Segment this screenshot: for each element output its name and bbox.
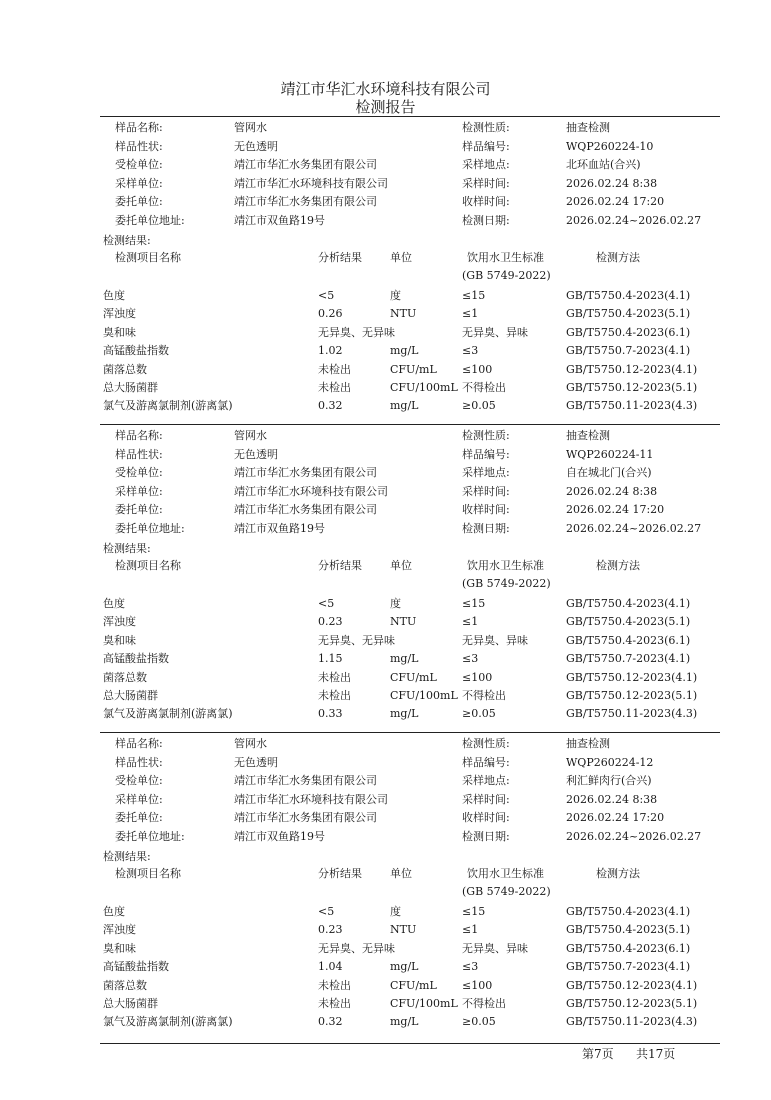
result-method: GB/T5750.4-2023(4.1) <box>566 905 691 918</box>
result-unit: mg/L <box>390 960 419 974</box>
result-method: GB/T5750.4-2023(6.1) <box>566 941 691 955</box>
section-top-divider <box>100 732 720 733</box>
result-method: GB/T5750.12-2023(5.1) <box>566 381 698 394</box>
test-date-value: 2026.02.24~2026.02.27 <box>566 214 702 227</box>
sample-name-label: 样品名称: <box>115 429 163 442</box>
result-method: GB/T5750.12-2023(4.1) <box>566 362 698 376</box>
result-unit: mg/L <box>390 344 419 358</box>
result-unit: mg/L <box>390 707 419 721</box>
result-item-name: 高锰酸盐指数 <box>103 344 169 358</box>
result-method: GB/T5750.11-2023(4.3) <box>566 399 698 413</box>
col-header-method: 检测方法 <box>596 251 640 264</box>
sampling-site-label: 采样地点: <box>462 774 510 788</box>
col-header-standard-code: (GB 5749-2022) <box>462 885 551 898</box>
receipt-time-label: 收样时间: <box>462 195 510 209</box>
result-method: GB/T5750.7-2023(4.1) <box>566 960 691 974</box>
result-method: GB/T5750.4-2023(6.1) <box>566 325 691 339</box>
result-method: GB/T5750.4-2023(5.1) <box>566 615 691 629</box>
section-top-divider <box>100 424 720 425</box>
sample-name-value: 管网水 <box>234 429 267 442</box>
company-name: 靖江市华汇水环境科技有限公司 <box>280 80 491 98</box>
receiving-unit-value: 靖江市华汇水务集团有限公司 <box>234 466 377 480</box>
result-standard: 无异臭、异味 <box>462 325 528 339</box>
sample-section <box>0 116 771 426</box>
col-header-unit: 单位 <box>390 559 412 572</box>
result-value: 1.02 <box>318 344 343 358</box>
result-item-name: 色度 <box>103 905 125 918</box>
result-standard: ≤1 <box>462 615 479 629</box>
result-value: 0.26 <box>318 307 343 321</box>
result-standard: ≤100 <box>462 670 493 684</box>
result-unit: 度 <box>390 289 401 302</box>
result-standard: ≥0.05 <box>462 707 496 721</box>
result-method: GB/T5750.4-2023(5.1) <box>566 307 691 321</box>
result-standard: 不得检出 <box>462 997 506 1010</box>
result-standard: 无异臭、异味 <box>462 633 528 647</box>
result-value: 未检出 <box>318 997 351 1010</box>
sampling-unit-label: 采样单位: <box>115 484 163 498</box>
col-header-result: 分析结果 <box>318 559 362 572</box>
commissioning-address-label: 委托单位地址: <box>115 522 185 535</box>
result-item-name: 高锰酸盐指数 <box>103 960 169 974</box>
result-method: GB/T5750.7-2023(4.1) <box>566 652 691 666</box>
commissioning-address-label: 委托单位地址: <box>115 830 185 843</box>
result-method: GB/T5750.7-2023(4.1) <box>566 344 691 358</box>
sample-name-value: 管网水 <box>234 121 267 134</box>
sampling-site-label: 采样地点: <box>462 466 510 480</box>
result-value: 无异臭、无异味 <box>318 325 395 339</box>
section-top-divider <box>100 116 720 117</box>
result-method: GB/T5750.11-2023(4.3) <box>566 707 698 721</box>
result-method: GB/T5750.4-2023(6.1) <box>566 633 691 647</box>
result-value: 0.32 <box>318 1015 343 1029</box>
col-header-standard-code: (GB 5749-2022) <box>462 577 551 590</box>
sampling-unit-label: 采样单位: <box>115 176 163 190</box>
sampling-unit-value: 靖江市华汇水环境科技有限公司 <box>234 484 388 498</box>
result-standard: ≥0.05 <box>462 399 496 413</box>
col-header-standard-code: (GB 5749-2022) <box>462 269 551 282</box>
result-standard: ≤3 <box>462 960 479 974</box>
page-total: 共17页 <box>636 1047 676 1061</box>
commissioning-address-value: 靖江市双鱼路19号 <box>234 214 325 227</box>
commissioning-address-value: 靖江市双鱼路19号 <box>234 830 325 843</box>
result-unit: NTU <box>390 615 417 629</box>
receipt-time-label: 收样时间: <box>462 503 510 517</box>
commissioning-unit-label: 委托单位: <box>115 195 163 209</box>
result-value: 0.23 <box>318 615 343 629</box>
result-value: <5 <box>318 289 335 302</box>
sample-number-value: WQP260224-11 <box>566 447 654 461</box>
result-standard: ≤100 <box>462 978 493 992</box>
result-unit: CFU/mL <box>390 670 437 684</box>
sampling-unit-label: 采样单位: <box>115 792 163 806</box>
receiving-unit-label: 受检单位: <box>115 774 163 788</box>
commissioning-address-value: 靖江市双鱼路19号 <box>234 522 325 535</box>
receipt-time-value: 2026.02.24 17:20 <box>566 503 665 517</box>
test-nature-label: 检测性质: <box>462 121 510 134</box>
result-item-name: 氯气及游离氯制剂(游离氯) <box>103 707 233 721</box>
sampling-time-label: 采样时间: <box>462 176 510 190</box>
result-standard: ≤3 <box>462 344 479 358</box>
col-header-method: 检测方法 <box>596 559 640 572</box>
sampling-unit-value: 靖江市华汇水环境科技有限公司 <box>234 176 388 190</box>
test-nature-value: 抽查检测 <box>566 429 610 442</box>
result-unit: NTU <box>390 923 417 937</box>
page-number: 第7页 <box>582 1047 614 1061</box>
result-item-name: 菌落总数 <box>103 670 147 684</box>
sampling-time-label: 采样时间: <box>462 792 510 806</box>
col-header-item: 检测项目名称 <box>115 559 181 572</box>
result-item-name: 浑浊度 <box>103 307 136 321</box>
result-value: 未检出 <box>318 670 351 684</box>
sample-character-label: 样品性状: <box>115 755 163 769</box>
sample-character-label: 样品性状: <box>115 447 163 461</box>
col-header-method: 检测方法 <box>596 867 640 880</box>
result-method: GB/T5750.4-2023(5.1) <box>566 923 691 937</box>
result-item-name: 臭和味 <box>103 941 136 955</box>
receipt-time-value: 2026.02.24 17:20 <box>566 811 665 825</box>
result-value: 0.32 <box>318 399 343 413</box>
sampling-site-value: 自在城北门(合兴) <box>566 466 652 480</box>
result-unit: mg/L <box>390 652 419 666</box>
report-title: 检测报告 <box>355 98 416 116</box>
sample-character-value: 无色透明 <box>234 755 278 769</box>
result-item-name: 臭和味 <box>103 633 136 647</box>
test-date-value: 2026.02.24~2026.02.27 <box>566 522 702 535</box>
result-item-name: 总大肠菌群 <box>103 381 158 394</box>
result-item-name: 臭和味 <box>103 325 136 339</box>
sample-number-label: 样品编号: <box>462 447 510 461</box>
sample-character-value: 无色透明 <box>234 139 278 153</box>
receiving-unit-label: 受检单位: <box>115 466 163 480</box>
result-method: GB/T5750.12-2023(5.1) <box>566 689 698 702</box>
test-nature-value: 抽查检测 <box>566 121 610 134</box>
test-date-label: 检测日期: <box>462 214 510 227</box>
sampling-unit-value: 靖江市华汇水环境科技有限公司 <box>234 792 388 806</box>
receiving-unit-value: 靖江市华汇水务集团有限公司 <box>234 158 377 172</box>
sample-number-value: WQP260224-12 <box>566 755 654 769</box>
result-unit: 度 <box>390 597 401 610</box>
col-header-unit: 单位 <box>390 251 412 264</box>
sample-name-label: 样品名称: <box>115 737 163 750</box>
result-unit: mg/L <box>390 399 419 413</box>
result-value: 0.33 <box>318 707 343 721</box>
sample-number-label: 样品编号: <box>462 139 510 153</box>
result-method: GB/T5750.12-2023(4.1) <box>566 978 698 992</box>
result-unit: mg/L <box>390 1015 419 1029</box>
result-standard: 不得检出 <box>462 689 506 702</box>
result-item-name: 氯气及游离氯制剂(游离氯) <box>103 399 233 413</box>
result-item-name: 总大肠菌群 <box>103 689 158 702</box>
result-standard: ≤15 <box>462 597 486 610</box>
results-heading: 检测结果: <box>103 850 151 863</box>
sample-name-label: 样品名称: <box>115 121 163 134</box>
sampling-site-label: 采样地点: <box>462 158 510 172</box>
result-standard: ≤1 <box>462 923 479 937</box>
result-item-name: 菌落总数 <box>103 978 147 992</box>
result-standard: ≤15 <box>462 905 486 918</box>
receipt-time-label: 收样时间: <box>462 811 510 825</box>
sampling-time-value: 2026.02.24 8:38 <box>566 792 658 806</box>
result-standard: ≤100 <box>462 362 493 376</box>
result-item-name: 浑浊度 <box>103 615 136 629</box>
commissioning-unit-label: 委托单位: <box>115 811 163 825</box>
result-item-name: 氯气及游离氯制剂(游离氯) <box>103 1015 233 1029</box>
result-value: 1.15 <box>318 652 343 666</box>
result-unit: CFU/100mL <box>390 381 458 394</box>
result-value: 未检出 <box>318 381 351 394</box>
col-header-unit: 单位 <box>390 867 412 880</box>
result-value: 无异臭、无异味 <box>318 633 395 647</box>
results-heading: 检测结果: <box>103 542 151 555</box>
test-date-value: 2026.02.24~2026.02.27 <box>566 830 702 843</box>
col-header-standard: 饮用水卫生标准 <box>467 251 544 264</box>
test-nature-label: 检测性质: <box>462 737 510 750</box>
commissioning-unit-value: 靖江市华汇水务集团有限公司 <box>234 503 377 517</box>
result-standard: ≤15 <box>462 289 486 302</box>
result-method: GB/T5750.4-2023(4.1) <box>566 597 691 610</box>
sample-number-value: WQP260224-10 <box>566 139 654 153</box>
sample-character-value: 无色透明 <box>234 447 278 461</box>
result-standard: ≤1 <box>462 307 479 321</box>
commissioning-unit-label: 委托单位: <box>115 503 163 517</box>
sampling-time-value: 2026.02.24 8:38 <box>566 484 658 498</box>
sample-name-value: 管网水 <box>234 737 267 750</box>
result-value: 0.23 <box>318 923 343 937</box>
sampling-time-label: 采样时间: <box>462 484 510 498</box>
result-unit: CFU/100mL <box>390 689 458 702</box>
sample-number-label: 样品编号: <box>462 755 510 769</box>
result-item-name: 浑浊度 <box>103 923 136 937</box>
col-header-standard: 饮用水卫生标准 <box>467 559 544 572</box>
results-heading: 检测结果: <box>103 234 151 247</box>
result-unit: 度 <box>390 905 401 918</box>
result-unit: NTU <box>390 307 417 321</box>
result-standard: 无异臭、异味 <box>462 941 528 955</box>
result-value: 未检出 <box>318 978 351 992</box>
sample-section <box>0 732 771 1042</box>
receiving-unit-label: 受检单位: <box>115 158 163 172</box>
result-unit: CFU/mL <box>390 362 437 376</box>
result-value: 未检出 <box>318 689 351 702</box>
receiving-unit-value: 靖江市华汇水务集团有限公司 <box>234 774 377 788</box>
col-header-result: 分析结果 <box>318 867 362 880</box>
result-standard: ≥0.05 <box>462 1015 496 1029</box>
col-header-result: 分析结果 <box>318 251 362 264</box>
commissioning-unit-value: 靖江市华汇水务集团有限公司 <box>234 811 377 825</box>
test-nature-label: 检测性质: <box>462 429 510 442</box>
result-item-name: 总大肠菌群 <box>103 997 158 1010</box>
result-item-name: 高锰酸盐指数 <box>103 652 169 666</box>
sampling-time-value: 2026.02.24 8:38 <box>566 176 658 190</box>
result-item-name: 色度 <box>103 289 125 302</box>
result-value: <5 <box>318 597 335 610</box>
commissioning-unit-value: 靖江市华汇水务集团有限公司 <box>234 195 377 209</box>
result-value: <5 <box>318 905 335 918</box>
result-value: 未检出 <box>318 362 351 376</box>
sample-character-label: 样品性状: <box>115 139 163 153</box>
footer-divider <box>100 1043 720 1044</box>
test-date-label: 检测日期: <box>462 830 510 843</box>
receipt-time-value: 2026.02.24 17:20 <box>566 195 665 209</box>
sampling-site-value: 北环血站(合兴) <box>566 158 641 172</box>
result-method: GB/T5750.4-2023(4.1) <box>566 289 691 302</box>
result-item-name: 色度 <box>103 597 125 610</box>
result-value: 无异臭、无异味 <box>318 941 395 955</box>
sampling-site-value: 利汇鲜肉行(合兴) <box>566 774 652 788</box>
result-method: GB/T5750.11-2023(4.3) <box>566 1015 698 1029</box>
test-date-label: 检测日期: <box>462 522 510 535</box>
result-value: 1.04 <box>318 960 343 974</box>
result-method: GB/T5750.12-2023(4.1) <box>566 670 698 684</box>
col-header-standard: 饮用水卫生标准 <box>467 867 544 880</box>
test-nature-value: 抽查检测 <box>566 737 610 750</box>
result-method: GB/T5750.12-2023(5.1) <box>566 997 698 1010</box>
result-standard: ≤3 <box>462 652 479 666</box>
result-item-name: 菌落总数 <box>103 362 147 376</box>
col-header-item: 检测项目名称 <box>115 251 181 264</box>
commissioning-address-label: 委托单位地址: <box>115 214 185 227</box>
col-header-item: 检测项目名称 <box>115 867 181 880</box>
result-unit: CFU/mL <box>390 978 437 992</box>
result-standard: 不得检出 <box>462 381 506 394</box>
sample-section <box>0 424 771 734</box>
result-unit: CFU/100mL <box>390 997 458 1010</box>
